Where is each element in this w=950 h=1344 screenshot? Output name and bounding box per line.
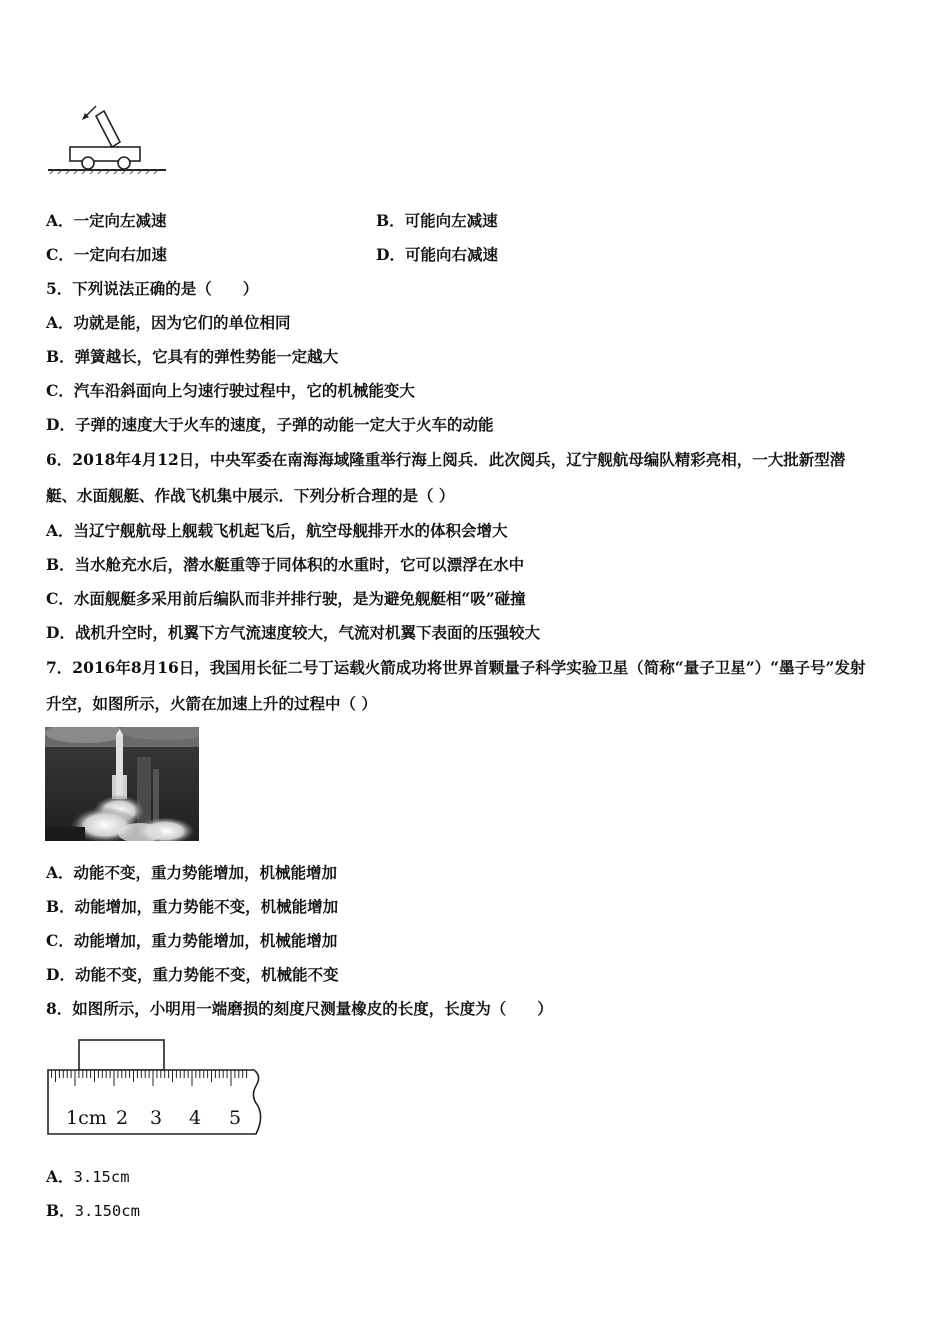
q4-option-c[interactable]	[46, 245, 167, 265]
q4-option-a[interactable]	[46, 211, 167, 231]
ruler-label-4: 4	[189, 1107, 202, 1129]
q4-option-b-key: B．	[376, 211, 405, 230]
ruler-figure	[44, 1032, 266, 1140]
q4-option-d-key: D．	[376, 245, 405, 264]
q7-option-b[interactable]: B．动能增加，重力势能不变，机械能增加	[46, 897, 339, 916]
q7-option-a[interactable]: A．动能不变，重力势能增加，机械能增加	[46, 863, 338, 882]
q6-option-a[interactable]: A．当辽宁舰航母上舰载飞机起飞后，航空母舰排开水的体积会增大	[46, 521, 508, 540]
q6-option-b[interactable]: B．当水舱充水后，潜水艇重等于同体积的水重时，它可以漂浮在水中	[46, 555, 525, 574]
q6-stem-line1: 6．2018年4月12日，中央军委在南海海域隆重举行海上阅兵．此次阅兵，辽宁舰航母编队精彩亮相，一大批新型潜	[46, 450, 846, 469]
q4-option-c-key: C．	[46, 245, 74, 264]
q4-option-d-text: 可能向右减速	[404, 245, 498, 264]
q6-stem-line2: 艇、水面舰艇、作战飞机集中展示．下列分析合理的是（ ）	[46, 486, 455, 505]
rocket-launch-photo	[45, 727, 199, 841]
q5-option-d[interactable]: D．子弹的速度大于火车的速度，子弹的动能一定大于火车的动能	[46, 415, 494, 434]
q4-option-c-text: 一定向右加速	[73, 245, 167, 264]
q8-option-b-text: 3.150cm	[74, 1202, 140, 1220]
q5-option-a[interactable]: A．功就是能，因为它们的单位相同	[46, 313, 291, 332]
q5-stem: 5．下列说法正确的是（ ）	[46, 279, 259, 298]
q4-option-a-key: A．	[46, 211, 74, 230]
q4-option-b[interactable]	[376, 211, 498, 231]
q4-option-d[interactable]	[376, 245, 498, 265]
q8-option-a[interactable]	[46, 1167, 130, 1187]
q8-option-a-text: 3.15cm	[73, 1168, 130, 1186]
q8-stem: 8．如图所示，小明用一端磨损的刻度尺测量橡皮的长度，长度为（ ）	[46, 999, 553, 1018]
q8-option-a-key: A．	[46, 1167, 74, 1186]
q8-option-b[interactable]	[46, 1201, 140, 1221]
q7-option-d[interactable]: D．动能不变，重力势能不变，机械能不变	[46, 965, 339, 984]
ruler-label-3: 3	[150, 1107, 163, 1129]
q7-stem-line1: 7．2016年8月16日，我国用长征二号丁运载火箭成功将世界首颗量子科学实验卫星（简称“量子卫星”）“墨子号”发射	[46, 658, 866, 677]
q4-option-a-text: 一定向左减速	[73, 211, 167, 230]
eraser	[79, 1040, 164, 1070]
q7-stem-line2: 升空，如图所示，火箭在加速上升的过程中（ ）	[46, 694, 377, 713]
q5-option-b[interactable]: B．弹簧越长，它具有的弹性势能一定越大	[46, 347, 339, 366]
cart-figure	[44, 100, 170, 178]
q5-option-c[interactable]: C．汽车沿斜面向上匀速行驶过程中，它的机械能变大	[46, 381, 415, 400]
q6-option-c[interactable]: C．水面舰艇多采用前后编队而非并排行驶，是为避免舰艇相“吸”碰撞	[46, 589, 526, 608]
q6-option-d[interactable]: D．战机升空时，机翼下方气流速度较大，气流对机翼下表面的压强较大	[46, 623, 540, 642]
ruler-label-5: 5	[229, 1107, 242, 1129]
q8-option-b-key: B．	[46, 1201, 75, 1220]
q4-option-b-text: 可能向左减速	[404, 211, 498, 230]
q7-option-c[interactable]: C．动能增加，重力势能增加，机械能增加	[46, 931, 338, 950]
ruler-label-1cm: 1cm	[66, 1107, 107, 1129]
ruler-label-2: 2	[116, 1107, 129, 1129]
